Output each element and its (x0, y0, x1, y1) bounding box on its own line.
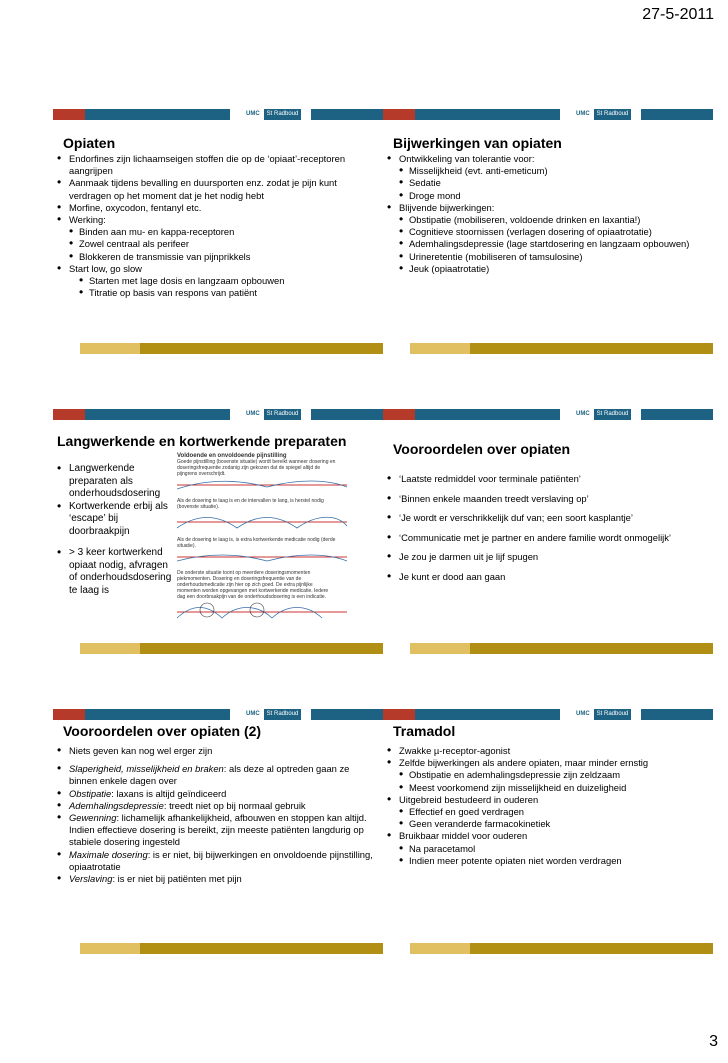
slide-footer-bar (410, 943, 713, 954)
bullet-item: • ‘Je wordt er verschrikkelijk duf van; een soort kasplantje’ (387, 512, 709, 525)
bullet-item: • Verslaving: is er niet bij patiënten met pijn (57, 873, 379, 885)
bullet-item: • Effectief en goed verdragen (387, 806, 709, 818)
bullet-item: • Obstipatie en ademhalingsdepressie zijn zeldzaam (387, 769, 709, 781)
bullet-list (387, 153, 709, 275)
bullet-item: • Sedatie (387, 177, 709, 189)
bullet-item: • Maximale dosering: is er niet, bij bijwerkingen en onvoldoende pijnstilling, opiaatrotatie (57, 849, 379, 873)
bullet-item: • > 3 keer kortwerkend opiaat nodig, afvragen of onderhoudsdosering te laag is (57, 547, 175, 597)
slide-header-bar (53, 109, 383, 120)
pain-relief-figure (177, 453, 357, 643)
slide-header-bar (383, 409, 713, 420)
slide-footer-bar (80, 343, 383, 354)
bullet-item: • Meest voorkomend zijn misselijkheid en duizeligheid (387, 782, 709, 794)
bullet-list (387, 745, 709, 867)
figure-heading: Voldoende en onvoldoende pijnstilling (177, 453, 287, 459)
figure-text: Goede pijnstilling (bovenste situatie) wordt bereikt wanneer dosering en doseringsfrequentie zodanig zijn gekozen dat de spiegel altijd de pijngrens overschrijdt. (177, 459, 336, 477)
umc-radboud-logo: UMC St Radboud (574, 109, 634, 120)
bullet-item: • Urineretentie (mobiliseren of tamsulosine) (387, 251, 709, 263)
figure-text: Als de dosering te laag is, is extra kortwerkende medicatie nodig (derde situatie). (177, 537, 336, 549)
umc-radboud-logo: UMC St Radboud (244, 109, 304, 120)
slide-header-bar (383, 109, 713, 120)
bullet-list (387, 473, 709, 590)
bullet-item: • Jeuk (opiaatrotatie) (387, 263, 709, 275)
slide-footer-bar (80, 643, 383, 654)
bullet-item: • Werking: (57, 214, 379, 226)
bullet-list (57, 463, 175, 597)
bullet-item: • ‘Laatste redmiddel voor terminale patiënten’ (387, 473, 709, 486)
slide-title: Tramadol (393, 723, 456, 739)
figure-curve-3 (177, 549, 357, 565)
bullet-item: • Titratie op basis van respons van patiënt (57, 287, 379, 299)
slide-footer-bar (80, 943, 383, 954)
slide-title: Bijwerkingen van opiaten (393, 135, 562, 151)
bullet-item: • Je zou je darmen uit je lijf spugen (387, 551, 709, 564)
bullet-item: • Obstipatie (mobiliseren, voldoende drinken en laxantia!) (387, 214, 709, 226)
bullet-item: • Starten met lage dosis en langzaam opbouwen (57, 275, 379, 287)
bullet-item: • Obstipatie: laxans is altijd geïndiceerd (57, 788, 379, 800)
page-number: 3 (709, 1033, 718, 1050)
figure-curve-1 (177, 477, 357, 493)
bullet-list (57, 153, 379, 299)
slide-vooroordelen (383, 409, 713, 654)
bullet-item: • Start low, go slow (57, 263, 379, 275)
slide-title: Vooroordelen over opiaten (2) (63, 723, 262, 739)
umc-radboud-logo: UMC St Radboud (244, 709, 304, 720)
umc-radboud-logo: UMC St Radboud (574, 409, 634, 420)
slide-title: Vooroordelen over opiaten (393, 441, 571, 457)
figure-curve-2 (177, 510, 357, 532)
bullet-item: • Kortwerkende erbij als ‘escape’ bij doorbraakpijn (57, 501, 175, 539)
bullet-item: • Ademhalingsdepressie (lage startdosering en langzaam opbouwen) (387, 238, 709, 250)
slide-bijwerkingen (383, 109, 713, 354)
bullet-item: • Droge mond (387, 190, 709, 202)
bullet-item: • Indien meer potente opiaten niet worden verdragen (387, 855, 709, 867)
bullet-item: • Bruikbaar middel voor ouderen (387, 830, 709, 842)
bullet-item: • Na paracetamol (387, 843, 709, 855)
bullet-item: • Zowel centraal als perifeer (57, 238, 379, 250)
slide-header-bar (383, 709, 713, 720)
bullet-item: • Niets geven kan nog wel erger zijn (57, 745, 379, 757)
slide-langwerkende (53, 409, 383, 654)
figure-text: Als de dosering te laag is en de intervallen te lang, is herstel nodig (bovenste situatie). (177, 498, 324, 510)
bullet-item: • Zelfde bijwerkingen als andere opiaten, maar minder ernstig (387, 757, 709, 769)
slide-footer-bar (410, 643, 713, 654)
figure-text: De onderste situatie toont op meerdere doseringsmomenten piekmomenten. Dosering en doseringsfrequentie van de onderhoudsmedicatie zijn hier op zich goed. De extra pijnlijke momenten worden opgevangen met kortwerkende medicatie. Iedere dag een doorbraakpijn van de onderhoudsdosering is een indicatie. (177, 570, 329, 600)
bullet-item: • Blijvende bijwerkingen: (387, 202, 709, 214)
bullet-item: • Aanmaak tijdens bevalling en duursporten enz. zodat je pijn kunt verdragen op het moment dat je het nodig hebt (57, 177, 379, 201)
umc-radboud-logo: UMC St Radboud (244, 409, 304, 420)
bullet-item: • Cognitieve stoornissen (verlagen dosering of opiaatrotatie) (387, 226, 709, 238)
bullet-item: • Blokkeren de transmissie van pijnprikkels (57, 251, 379, 263)
bullet-item: • ‘Communicatie met je partner en andere familie wordt onmogelijk’ (387, 532, 709, 545)
bullet-item: • Zwakke µ-receptor-agonist (387, 745, 709, 757)
bullet-item: • Endorfines zijn lichaamseigen stoffen die op de ‘opiaat’-receptoren aangrijpen (57, 153, 379, 177)
umc-radboud-logo: UMC St Radboud (574, 709, 634, 720)
bullet-item: • Je kunt er dood aan gaan (387, 571, 709, 584)
slide-tramadol (383, 709, 713, 954)
bullet-item: • Ontwikkeling van tolerantie voor: (387, 153, 709, 165)
slide-header-bar (53, 409, 383, 420)
bullet-item: • Slaperigheid, misselijkheid en braken: als deze al optreden gaan ze binnen enkele dagen over (57, 763, 379, 787)
bullet-item: • Geen veranderde farmacokinetiek (387, 818, 709, 830)
bullet-item: • Langwerkende preparaten als onderhoudsdosering (57, 463, 175, 501)
bullet-item: • Ademhalingsdepressie: treedt niet op bij normaal gebruik (57, 800, 379, 812)
bullet-item: • Uitgebreid bestudeerd in ouderen (387, 794, 709, 806)
bullet-item: • Binden aan mu- en kappa-receptoren (57, 226, 379, 238)
figure-curve-4 (177, 600, 357, 626)
page-date: 27-5-2011 (642, 6, 714, 23)
slide-footer-bar (410, 343, 713, 354)
slide-title: Langwerkende en kortwerkende preparaten (57, 433, 347, 449)
bullet-list (57, 745, 379, 885)
bullet-item: • Morfine, oxycodon, fentanyl etc. (57, 202, 379, 214)
bullet-item: • ‘Binnen enkele maanden treedt verslaving op’ (387, 493, 709, 506)
slide-header-bar (53, 709, 383, 720)
slide-vooroordelen-2 (53, 709, 383, 954)
slide-opiaten (53, 109, 383, 354)
bullet-item: • Gewenning: lichamelijk afhankelijkheid, afbouwen en stoppen kan altijd. Indien effectieve dosering is bereikt, zijn meeste patiënten langdurig op stabiele dosering ingesteld (57, 812, 379, 849)
bullet-item: • Misselijkheid (evt. anti-emeticum) (387, 165, 709, 177)
slide-title: Opiaten (63, 135, 116, 151)
